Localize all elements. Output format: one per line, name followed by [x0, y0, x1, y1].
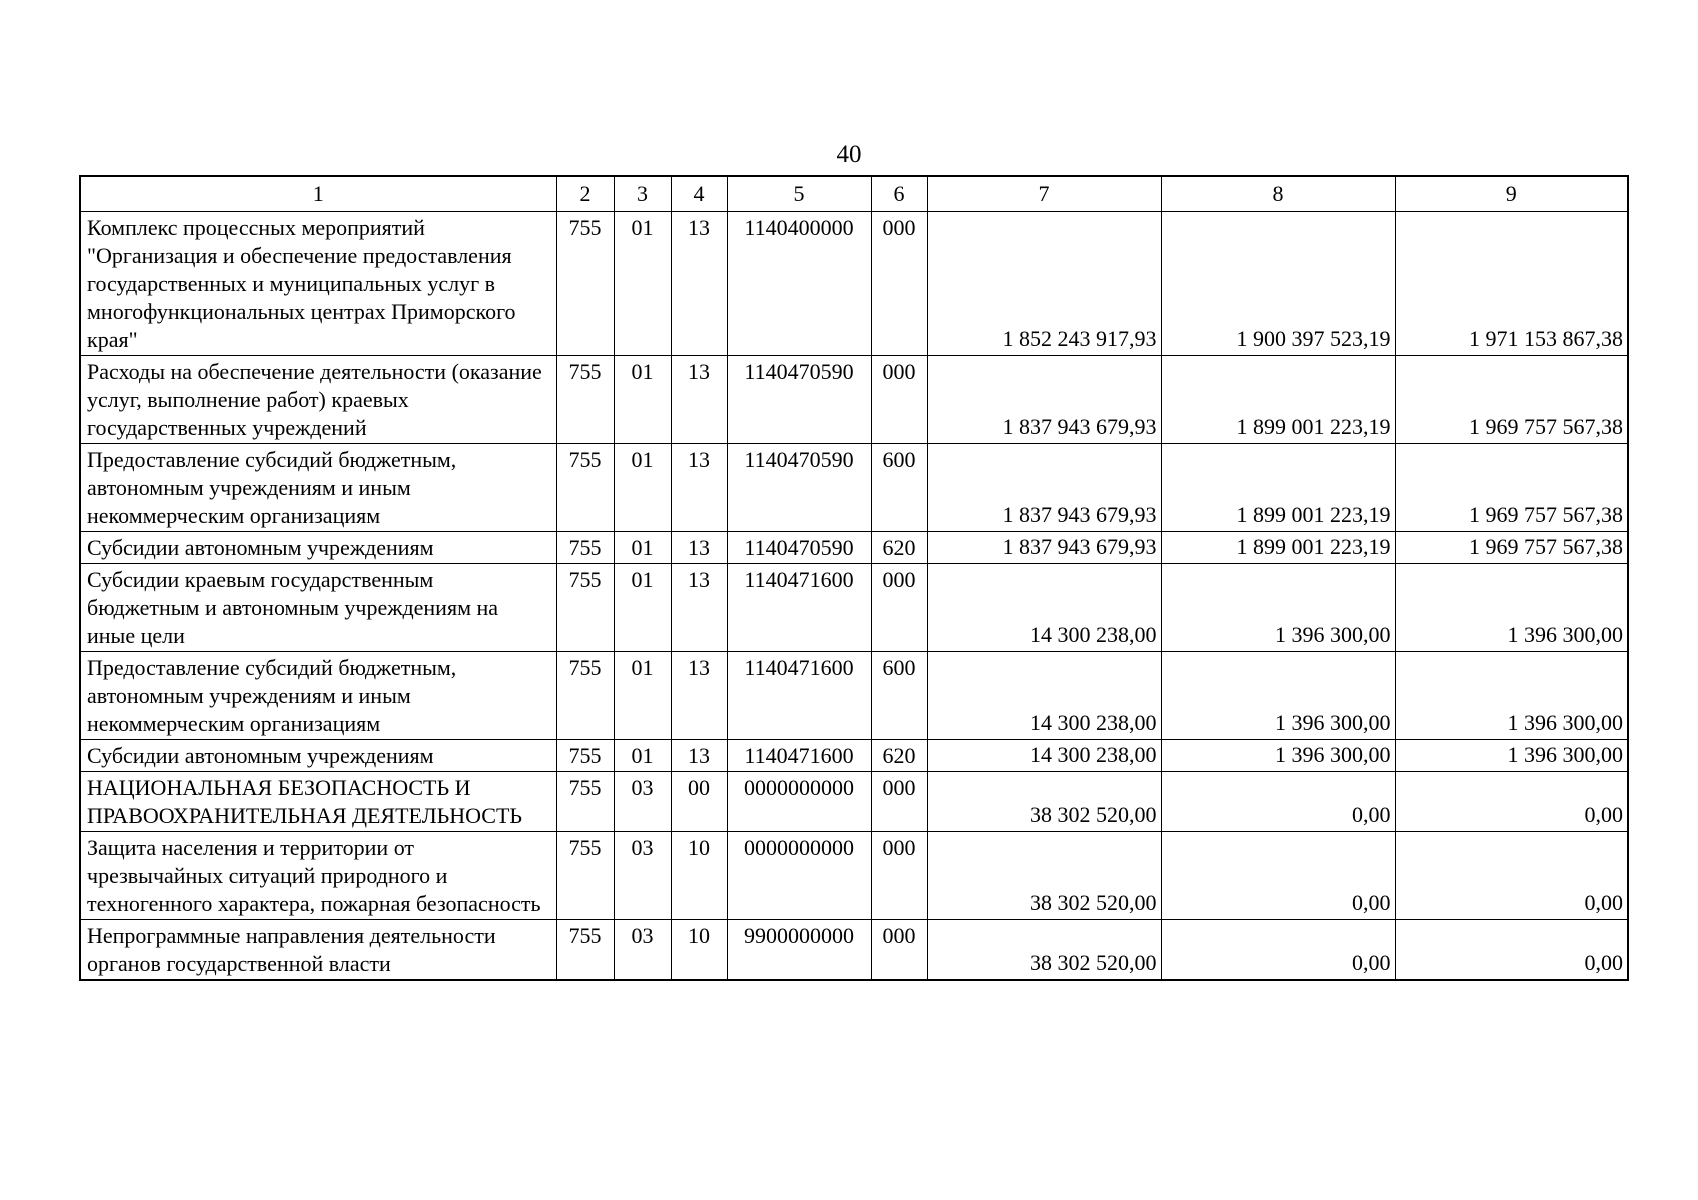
- amount-cell: 14 300 238,00: [927, 740, 1161, 772]
- code-cell: 13: [671, 444, 727, 532]
- table-row: [80, 832, 1628, 920]
- row-name: Комплекс процессных мероприятий "Организация и обеспечение предоставления государственных и муниципальных услуг в многофункциональных центрах Приморского края": [80, 212, 556, 356]
- amount-cell: 0,00: [1161, 920, 1395, 981]
- table-row: [80, 920, 1628, 981]
- row-name: Субсидии автономным учреждениям: [80, 740, 556, 772]
- amount-cell: 1 837 943 679,93: [927, 532, 1161, 564]
- code-cell: 755: [556, 212, 614, 356]
- code-cell: 10: [671, 920, 727, 981]
- amount-cell: 1 396 300,00: [1161, 652, 1395, 740]
- code-cell: 01: [614, 652, 671, 740]
- column-header: 9: [1395, 176, 1628, 212]
- code-cell: 000: [871, 772, 927, 832]
- amount-cell: 1 837 943 679,93: [927, 444, 1161, 532]
- code-cell: 13: [671, 564, 727, 652]
- code-cell: 13: [671, 212, 727, 356]
- amount-cell: 1 900 397 523,19: [1161, 212, 1395, 356]
- code-cell: 755: [556, 564, 614, 652]
- table-row: [80, 652, 1628, 740]
- code-cell: 13: [671, 652, 727, 740]
- code-cell: 755: [556, 532, 614, 564]
- amount-cell: 0,00: [1395, 920, 1628, 981]
- amount-cell: 1 899 001 223,19: [1161, 444, 1395, 532]
- amount-cell: 0,00: [1395, 772, 1628, 832]
- column-header: 5: [727, 176, 871, 212]
- amount-cell: 1 969 757 567,38: [1395, 356, 1628, 444]
- code-cell: 01: [614, 740, 671, 772]
- header-row: [80, 176, 1628, 212]
- code-cell: 600: [871, 652, 927, 740]
- code-cell: 620: [871, 532, 927, 564]
- amount-cell: 14 300 238,00: [927, 652, 1161, 740]
- code-cell: 1140400000: [727, 212, 871, 356]
- amount-cell: 1 396 300,00: [1395, 564, 1628, 652]
- column-header: 1: [80, 176, 556, 212]
- code-cell: 9900000000: [727, 920, 871, 981]
- amount-cell: 1 971 153 867,38: [1395, 212, 1628, 356]
- code-cell: 00: [671, 772, 727, 832]
- table-row: [80, 212, 1628, 356]
- table-row: [80, 564, 1628, 652]
- code-cell: 755: [556, 772, 614, 832]
- amount-cell: 14 300 238,00: [927, 564, 1161, 652]
- amount-cell: 1 899 001 223,19: [1161, 532, 1395, 564]
- amount-cell: 38 302 520,00: [927, 920, 1161, 981]
- budget-table: [79, 175, 1629, 981]
- amount-cell: 0,00: [1161, 832, 1395, 920]
- row-name: Субсидии автономным учреждениям: [80, 532, 556, 564]
- column-header: 7: [927, 176, 1161, 212]
- column-header: 6: [871, 176, 927, 212]
- table-row: [80, 532, 1628, 564]
- code-cell: 755: [556, 920, 614, 981]
- amount-cell: 1 969 757 567,38: [1395, 444, 1628, 532]
- amount-cell: 1 969 757 567,38: [1395, 532, 1628, 564]
- code-cell: 600: [871, 444, 927, 532]
- code-cell: 000: [871, 832, 927, 920]
- code-cell: 01: [614, 356, 671, 444]
- code-cell: 755: [556, 740, 614, 772]
- code-cell: 620: [871, 740, 927, 772]
- code-cell: 13: [671, 356, 727, 444]
- amount-cell: 1 396 300,00: [1161, 740, 1395, 772]
- code-cell: 755: [556, 444, 614, 532]
- code-cell: 000: [871, 920, 927, 981]
- code-cell: 03: [614, 772, 671, 832]
- code-cell: 000: [871, 212, 927, 356]
- amount-cell: 1 396 300,00: [1395, 652, 1628, 740]
- table-row: [80, 444, 1628, 532]
- column-header: 2: [556, 176, 614, 212]
- code-cell: 1140470590: [727, 532, 871, 564]
- code-cell: 01: [614, 212, 671, 356]
- code-cell: 01: [614, 444, 671, 532]
- code-cell: 13: [671, 740, 727, 772]
- code-cell: 000: [871, 564, 927, 652]
- amount-cell: 1 396 300,00: [1161, 564, 1395, 652]
- amount-cell: 0,00: [1395, 832, 1628, 920]
- column-header: 8: [1161, 176, 1395, 212]
- table-row: [80, 356, 1628, 444]
- code-cell: 1140470590: [727, 356, 871, 444]
- code-cell: 000: [871, 356, 927, 444]
- page-number: 40: [836, 141, 862, 168]
- row-name: Субсидии краевым государственным бюджетным и автономным учреждениям на иные цели: [80, 564, 556, 652]
- row-name: Предоставление субсидий бюджетным, автономным учреждениям и иным некоммерческим организациям: [80, 652, 556, 740]
- code-cell: 10: [671, 832, 727, 920]
- amount-cell: 1 837 943 679,93: [927, 356, 1161, 444]
- code-cell: 01: [614, 532, 671, 564]
- code-cell: 1140470590: [727, 444, 871, 532]
- row-name: НАЦИОНАЛЬНАЯ БЕЗОПАСНОСТЬ И ПРАВООХРАНИТЕЛЬНАЯ ДЕЯТЕЛЬНОСТЬ: [80, 772, 556, 832]
- code-cell: 1140471600: [727, 652, 871, 740]
- code-cell: 1140471600: [727, 740, 871, 772]
- amount-cell: 0,00: [1161, 772, 1395, 832]
- row-name: Предоставление субсидий бюджетным, автономным учреждениям и иным некоммерческим организациям: [80, 444, 556, 532]
- column-header: 4: [671, 176, 727, 212]
- code-cell: 755: [556, 652, 614, 740]
- code-cell: 0000000000: [727, 772, 871, 832]
- code-cell: 03: [614, 920, 671, 981]
- amount-cell: 1 852 243 917,93: [927, 212, 1161, 356]
- row-name: Непрограммные направления деятельности органов государственной власти: [80, 920, 556, 981]
- amount-cell: 38 302 520,00: [927, 832, 1161, 920]
- table-row: [80, 772, 1628, 832]
- code-cell: 755: [556, 832, 614, 920]
- code-cell: 03: [614, 832, 671, 920]
- amount-cell: 1 396 300,00: [1395, 740, 1628, 772]
- row-name: Защита населения и территории от чрезвычайных ситуаций природного и техногенного характера, пожарная безопасность: [80, 832, 556, 920]
- code-cell: 01: [614, 564, 671, 652]
- column-header: 3: [614, 176, 671, 212]
- amount-cell: 1 899 001 223,19: [1161, 356, 1395, 444]
- code-cell: 0000000000: [727, 832, 871, 920]
- code-cell: 755: [556, 356, 614, 444]
- table-row: [80, 740, 1628, 772]
- row-name: Расходы на обеспечение деятельности (оказание услуг, выполнение работ) краевых государственных учреждений: [80, 356, 556, 444]
- amount-cell: 38 302 520,00: [927, 772, 1161, 832]
- code-cell: 1140471600: [727, 564, 871, 652]
- code-cell: 13: [671, 532, 727, 564]
